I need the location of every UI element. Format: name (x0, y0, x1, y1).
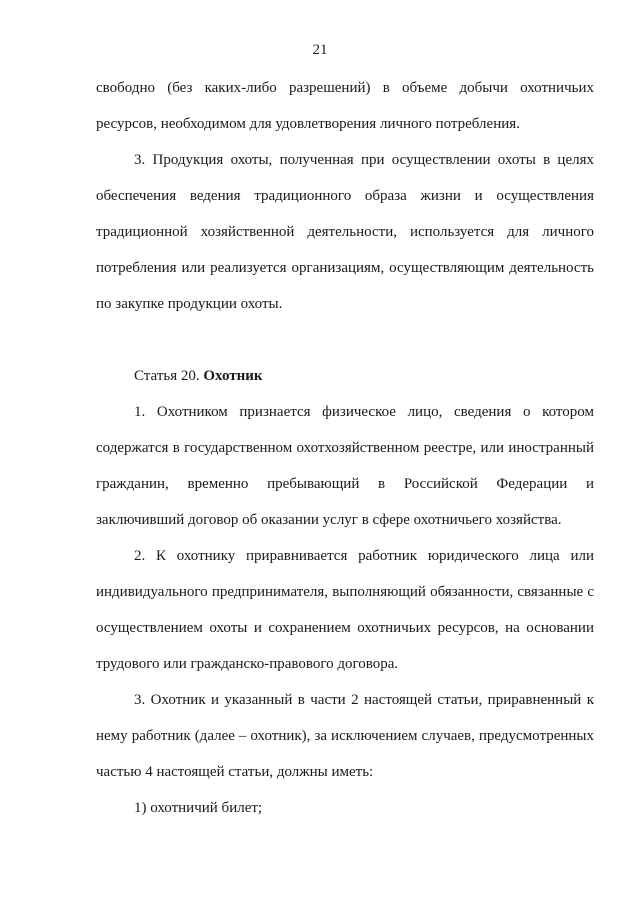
paragraph-continuation: свободно (без каких-либо разрешений) в объеме добычи охотничьих ресурсов, необходимом для удовлетворения личного потребления. (96, 80, 594, 132)
article-prefix: Статья 20. (134, 368, 200, 384)
paragraph-article19-part3: 3. Продукция охоты, полученная при осуществлении охоты в целях обеспечения ведения традиционного образа жизни и осуществления традиционной хозяйственной деятельности, используется для личного потребления или реализуется организациям, осуществляющим деятельность по закупке продукции охоты. (96, 152, 594, 312)
list-item: 1) охотничий билет; (134, 800, 263, 816)
paragraph-article20-part1: 1. Охотником признается физическое лицо, сведения о котором содержатся в государственном охотхозяйственном реестре, или иностранный гражданин, временно пребывающий в Российской Федерации и заключивший договор об оказании услуг в сфере охотничьего хозяйства. (96, 404, 594, 528)
paragraph-article20-part3: 3. Охотник и указанный в части 2 настоящей статьи, приравненный к нему работник (далее – охотник), за исключением случаев, предусмотренных частью 4 настоящей статьи, должны иметь: (96, 692, 594, 780)
page-number: 21 (312, 42, 328, 58)
document-body (96, 70, 594, 826)
article-heading (96, 322, 594, 394)
article-name: Охотник (203, 368, 263, 384)
paragraph-article20-part2: 2. К охотнику приравнивается работник юридического лица или индивидуального предпринимателя, выполняющий обязанности, связанные с осуществлением охоты и сохранением охотничьих ресурсов, на основании трудового или гражданско-правового договора. (96, 548, 594, 672)
